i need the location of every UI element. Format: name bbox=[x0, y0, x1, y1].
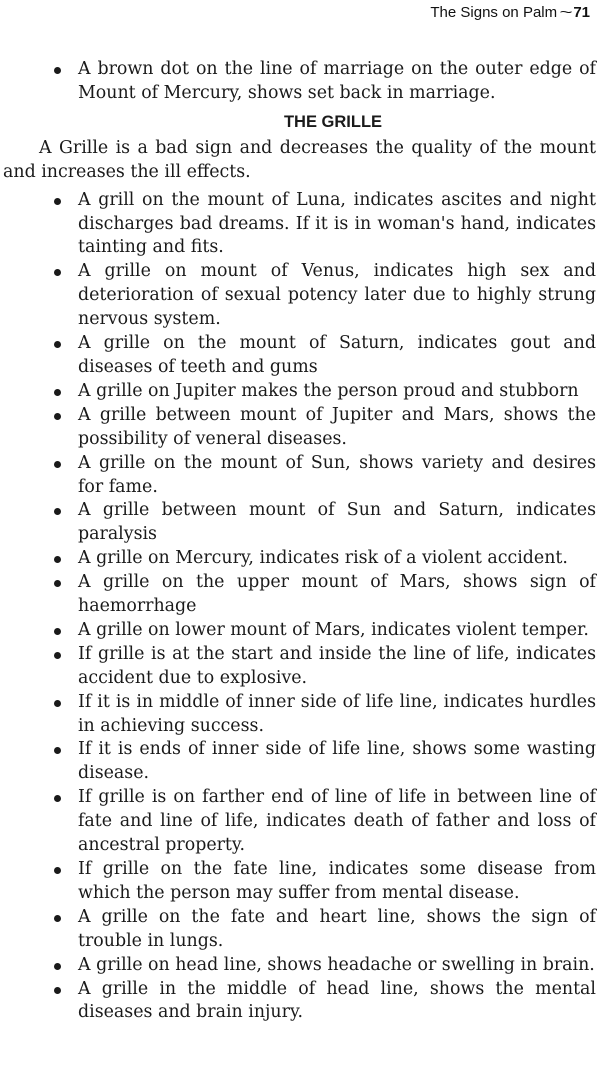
list-item-text: A grill on the mount of Luna, indicates ascites and night discharges bad dreams. If it is in woman's hand, indicates tainting and fits. bbox=[78, 189, 596, 258]
bullet-icon bbox=[54, 556, 61, 563]
list-item bbox=[0, 189, 596, 261]
bullet-icon bbox=[54, 269, 61, 276]
list-item-text: A grille on the mount of Saturn, indicates gout and diseases of teeth and gums bbox=[78, 333, 596, 377]
list-item-text: If it is in middle of inner side of life line, indicates hurdles in achieving success. bbox=[78, 691, 596, 736]
bullet-icon bbox=[54, 652, 61, 659]
page-number: 71 bbox=[573, 4, 590, 21]
bullet-icon bbox=[54, 461, 61, 468]
list-item bbox=[0, 906, 596, 954]
bullet-icon bbox=[54, 67, 61, 74]
list-item-text: A grille on Jupiter makes the person proud and stubborn bbox=[78, 380, 579, 401]
list-item bbox=[0, 978, 596, 1026]
list-item-text: A grille on the fate and heart line, shows the sign of trouble in lungs. bbox=[78, 906, 596, 951]
top-bullet-list bbox=[0, 58, 596, 106]
bullet-icon bbox=[54, 198, 61, 205]
list-item bbox=[0, 858, 596, 906]
list-item-text: A grille on lower mount of Mars, indicates violent temper. bbox=[78, 619, 589, 640]
list-item bbox=[0, 571, 596, 619]
list-item-text: If grille is at the start and inside the line of life, indicates accident due to explosive. bbox=[78, 643, 596, 688]
list-item bbox=[0, 738, 596, 786]
list-item bbox=[0, 499, 596, 547]
bullet-icon bbox=[54, 963, 61, 970]
bullet-icon bbox=[54, 747, 61, 754]
list-item bbox=[0, 58, 596, 106]
bullet-icon bbox=[54, 867, 61, 874]
list-item bbox=[0, 786, 596, 858]
list-item bbox=[0, 691, 596, 739]
bullet-icon bbox=[54, 987, 61, 994]
list-item bbox=[0, 452, 596, 500]
bullet-icon bbox=[54, 389, 61, 396]
list-item-text: A grille on the mount of Sun, shows variety and desires for fame. bbox=[78, 452, 596, 497]
list-item bbox=[0, 954, 596, 978]
list-item-text: If grille is on farther end of line of life in between line of fate and line of life, indicates death of father and loss of ancestral property. bbox=[78, 787, 596, 856]
bullet-icon bbox=[54, 341, 61, 348]
list-item-text: If it is ends of inner side of life line, shows some wasting disease. bbox=[78, 739, 596, 784]
section-intro: A Grille is a bad sign and decreases the quality of the mount and increases the ill effects. bbox=[3, 137, 596, 182]
list-item-text: A grille in the middle of head line, shows the mental diseases and brain injury. bbox=[78, 978, 596, 1023]
grille-bullet-list bbox=[0, 189, 596, 1026]
section-heading: THE GRILLE bbox=[283, 112, 383, 131]
list-item-text: If grille on the fate line, indicates some disease from which the person may suffer from mental disease. bbox=[78, 859, 596, 903]
list-item-text: A grille between mount of Sun and Saturn, indicates paralysis bbox=[78, 500, 596, 545]
bullet-icon bbox=[54, 795, 61, 802]
body-text bbox=[0, 58, 596, 1025]
bullet-icon bbox=[54, 628, 61, 635]
bullet-icon bbox=[54, 413, 61, 420]
list-item-text: A grille on the upper mount of Mars, shows sign of haemorrhage bbox=[78, 572, 596, 617]
list-item bbox=[0, 332, 596, 380]
bullet-icon bbox=[54, 915, 61, 922]
list-item bbox=[0, 619, 596, 643]
list-item bbox=[0, 404, 596, 452]
ornament-icon: ~ bbox=[559, 4, 573, 20]
bullet-icon bbox=[54, 580, 61, 587]
list-item-text: A grille on head line, shows headache or swelling in brain. bbox=[78, 954, 595, 975]
list-item-text: A grille on Mercury, indicates risk of a violent accident. bbox=[78, 548, 568, 569]
list-item bbox=[0, 260, 596, 332]
list-item bbox=[0, 643, 596, 691]
list-item-text: A brown dot on the line of marriage on the outer edge of Mount of Mercury, shows set back in marriage. bbox=[78, 59, 596, 103]
bullet-icon bbox=[54, 508, 61, 515]
list-item-text: A grille between mount of Jupiter and Mars, shows the possibility of veneral diseases. bbox=[78, 404, 596, 449]
list-item bbox=[0, 547, 596, 571]
running-title: The Signs on Palm bbox=[430, 4, 558, 21]
bullet-icon bbox=[54, 700, 61, 707]
list-item bbox=[0, 380, 596, 404]
list-item-text: A grille on mount of Venus, indicates high sex and deterioration of sexual potency later due to highly strung nervous system. bbox=[78, 261, 596, 330]
running-header bbox=[430, 4, 590, 21]
